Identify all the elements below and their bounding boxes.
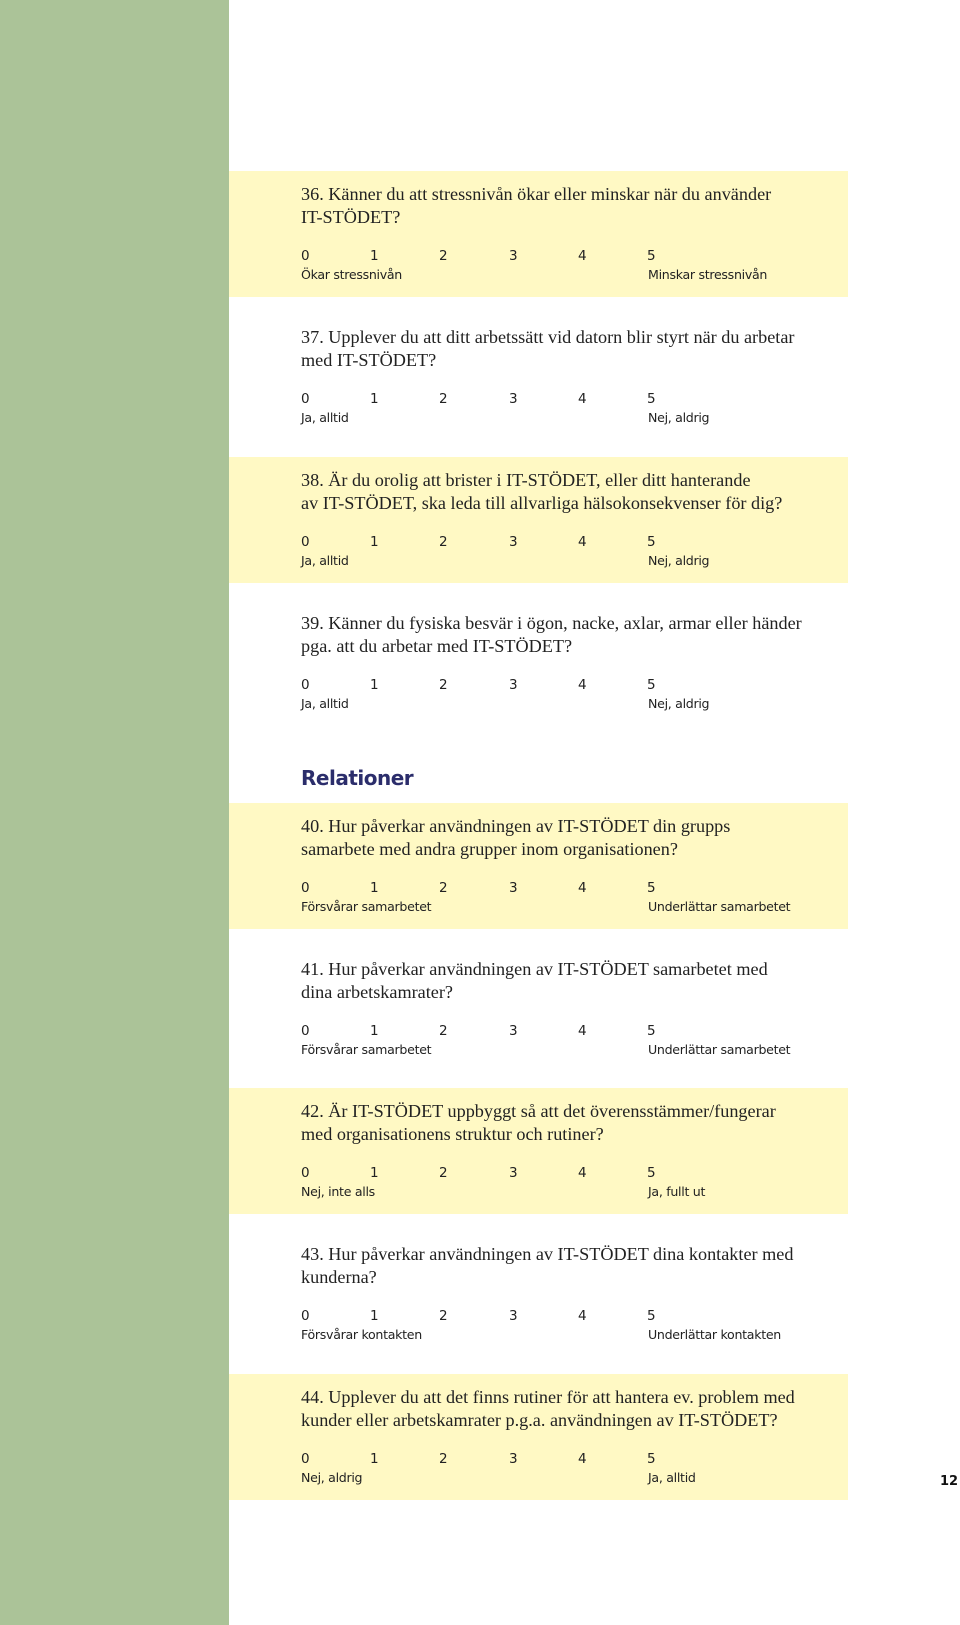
question-line: av IT-STÖDET, ska leda till allvarliga hälsokonsekvenser för dig? [301, 493, 783, 513]
scale-value[interactable]: 1 [370, 1451, 379, 1467]
scale-value[interactable]: 3 [509, 677, 518, 693]
question-line: 41. Hur påverkar användningen av IT-STÖDET samarbetet med [301, 959, 768, 979]
page-number: 12 [940, 1474, 959, 1489]
scale-value[interactable]: 2 [439, 534, 448, 550]
rating-scale [301, 534, 661, 552]
question-text [301, 612, 842, 658]
scale-value[interactable]: 3 [509, 534, 518, 550]
question-block [229, 314, 848, 440]
scale-value[interactable]: 5 [647, 677, 656, 693]
question-block [229, 171, 848, 297]
question-line: 42. Är IT-STÖDET uppbyggt så att det överensstämmer/fungerar [301, 1101, 776, 1121]
question-block [229, 600, 848, 726]
rating-scale [301, 880, 661, 898]
scale-labels [301, 1327, 821, 1345]
scale-value[interactable]: 1 [370, 880, 379, 896]
question-line: 38. Är du orolig att brister i IT-STÖDET, eller ditt hanterande [301, 470, 751, 490]
question-line: 36. Känner du att stressnivån ökar eller minskar när du använder [301, 184, 772, 204]
question-block [229, 946, 848, 1072]
scale-value[interactable]: 4 [578, 1451, 587, 1467]
scale-value[interactable]: 0 [301, 677, 310, 693]
scale-value[interactable]: 0 [301, 1023, 310, 1039]
scale-value[interactable]: 2 [439, 677, 448, 693]
scale-value[interactable]: 4 [578, 248, 587, 264]
scale-value[interactable]: 2 [439, 1308, 448, 1324]
scale-labels [301, 696, 821, 714]
scale-low-label: Försvårar samarbetet [301, 1042, 432, 1057]
question-line: dina arbetskamrater? [301, 982, 453, 1002]
scale-high-label: Underlättar samarbetet [648, 899, 791, 914]
scale-high-label: Ja, fullt ut [648, 1184, 706, 1199]
scale-low-label: Ja, alltid [301, 410, 349, 425]
scale-value[interactable]: 2 [439, 248, 448, 264]
scale-value[interactable]: 5 [647, 1308, 656, 1324]
question-line: samarbete med andra grupper inom organisationen? [301, 839, 678, 859]
scale-value[interactable]: 4 [578, 880, 587, 896]
scale-value[interactable]: 5 [647, 1165, 656, 1181]
scale-low-label: Försvårar kontakten [301, 1327, 422, 1342]
scale-value[interactable]: 5 [647, 534, 656, 550]
scale-value[interactable]: 2 [439, 1165, 448, 1181]
scale-value[interactable]: 3 [509, 1451, 518, 1467]
scale-value[interactable]: 3 [509, 391, 518, 407]
scale-labels [301, 267, 821, 285]
question-block [229, 803, 848, 929]
question-line: med IT-STÖDET? [301, 350, 437, 370]
scale-value[interactable]: 4 [578, 1308, 587, 1324]
question-block [229, 457, 848, 583]
scale-value[interactable]: 4 [578, 534, 587, 550]
scale-value[interactable]: 0 [301, 248, 310, 264]
question-text [301, 1100, 842, 1146]
question-text [301, 815, 842, 861]
scale-high-label: Minskar stressnivån [648, 267, 768, 282]
scale-value[interactable]: 0 [301, 880, 310, 896]
scale-low-label: Försvårar samarbetet [301, 899, 432, 914]
scale-value[interactable]: 0 [301, 1451, 310, 1467]
scale-value[interactable]: 2 [439, 391, 448, 407]
scale-high-label: Underlättar samarbetet [648, 1042, 791, 1057]
scale-value[interactable]: 2 [439, 1451, 448, 1467]
scale-value[interactable]: 3 [509, 880, 518, 896]
question-block [229, 1374, 848, 1500]
scale-value[interactable]: 0 [301, 1165, 310, 1181]
scale-value[interactable]: 5 [647, 880, 656, 896]
question-text [301, 958, 842, 1004]
scale-value[interactable]: 1 [370, 1023, 379, 1039]
scale-value[interactable]: 4 [578, 391, 587, 407]
question-block [229, 1088, 848, 1214]
scale-value[interactable]: 5 [647, 1451, 656, 1467]
scale-low-label: Ja, alltid [301, 553, 349, 568]
scale-value[interactable]: 3 [509, 1023, 518, 1039]
scale-value[interactable]: 0 [301, 391, 310, 407]
rating-scale [301, 1451, 661, 1469]
question-text [301, 183, 842, 229]
question-line: med organisationens struktur och rutiner? [301, 1124, 604, 1144]
scale-labels [301, 1184, 821, 1202]
question-line: kunder eller arbetskamrater p.g.a. användningen av IT-STÖDET? [301, 1410, 778, 1430]
rating-scale [301, 391, 661, 409]
scale-value[interactable]: 1 [370, 248, 379, 264]
question-line: 44. Upplever du att det finns rutiner för att hantera ev. problem med [301, 1387, 795, 1407]
scale-value[interactable]: 1 [370, 391, 379, 407]
question-text [301, 1243, 842, 1289]
question-line: 40. Hur påverkar användningen av IT-STÖDET din grupps [301, 816, 731, 836]
scale-labels [301, 1470, 821, 1488]
scale-labels [301, 1042, 821, 1060]
question-line: 39. Känner du fysiska besvär i ögon, nacke, axlar, armar eller händer [301, 613, 802, 633]
question-line: kunderna? [301, 1267, 377, 1287]
section-title: Relationer [301, 766, 414, 790]
question-line: 37. Upplever du att ditt arbetssätt vid datorn blir styrt när du arbetar [301, 327, 795, 347]
question-text [301, 326, 842, 372]
scale-value[interactable]: 5 [647, 391, 656, 407]
scale-value[interactable]: 4 [578, 1023, 587, 1039]
scale-high-label: Nej, aldrig [648, 696, 710, 711]
scale-value[interactable]: 3 [509, 248, 518, 264]
scale-value[interactable]: 1 [370, 677, 379, 693]
scale-value[interactable]: 1 [370, 1308, 379, 1324]
question-block [229, 1231, 848, 1357]
scale-value[interactable]: 3 [509, 1165, 518, 1181]
scale-high-label: Underlättar kontakten [648, 1327, 781, 1342]
scale-value[interactable]: 0 [301, 534, 310, 550]
scale-value[interactable]: 4 [578, 1165, 587, 1181]
scale-labels [301, 410, 821, 428]
page-sidebar [0, 0, 229, 1625]
question-line: IT-STÖDET? [301, 207, 401, 227]
question-line: pga. att du arbetar med IT-STÖDET? [301, 636, 573, 656]
question-text [301, 469, 842, 515]
question-text [301, 1386, 842, 1432]
scale-value[interactable]: 2 [439, 880, 448, 896]
rating-scale [301, 1165, 661, 1183]
scale-value[interactable]: 2 [439, 1023, 448, 1039]
scale-value[interactable]: 5 [647, 1023, 656, 1039]
scale-low-label: Nej, inte alls [301, 1184, 375, 1199]
question-line: 43. Hur påverkar användningen av IT-STÖDET dina kontakter med [301, 1244, 794, 1264]
scale-value[interactable]: 4 [578, 677, 587, 693]
scale-low-label: Ja, alltid [301, 696, 349, 711]
scale-value[interactable]: 1 [370, 1165, 379, 1181]
scale-value[interactable]: 1 [370, 534, 379, 550]
rating-scale [301, 677, 661, 695]
scale-high-label: Nej, aldrig [648, 410, 710, 425]
rating-scale [301, 248, 661, 266]
scale-labels [301, 553, 821, 571]
rating-scale [301, 1023, 661, 1041]
scale-labels [301, 899, 821, 917]
scale-high-label: Nej, aldrig [648, 553, 710, 568]
scale-low-label: Ökar stressnivån [301, 267, 402, 282]
scale-value[interactable]: 3 [509, 1308, 518, 1324]
scale-value[interactable]: 5 [647, 248, 656, 264]
scale-value[interactable]: 0 [301, 1308, 310, 1324]
scale-high-label: Ja, alltid [648, 1470, 696, 1485]
rating-scale [301, 1308, 661, 1326]
scale-low-label: Nej, aldrig [301, 1470, 363, 1485]
